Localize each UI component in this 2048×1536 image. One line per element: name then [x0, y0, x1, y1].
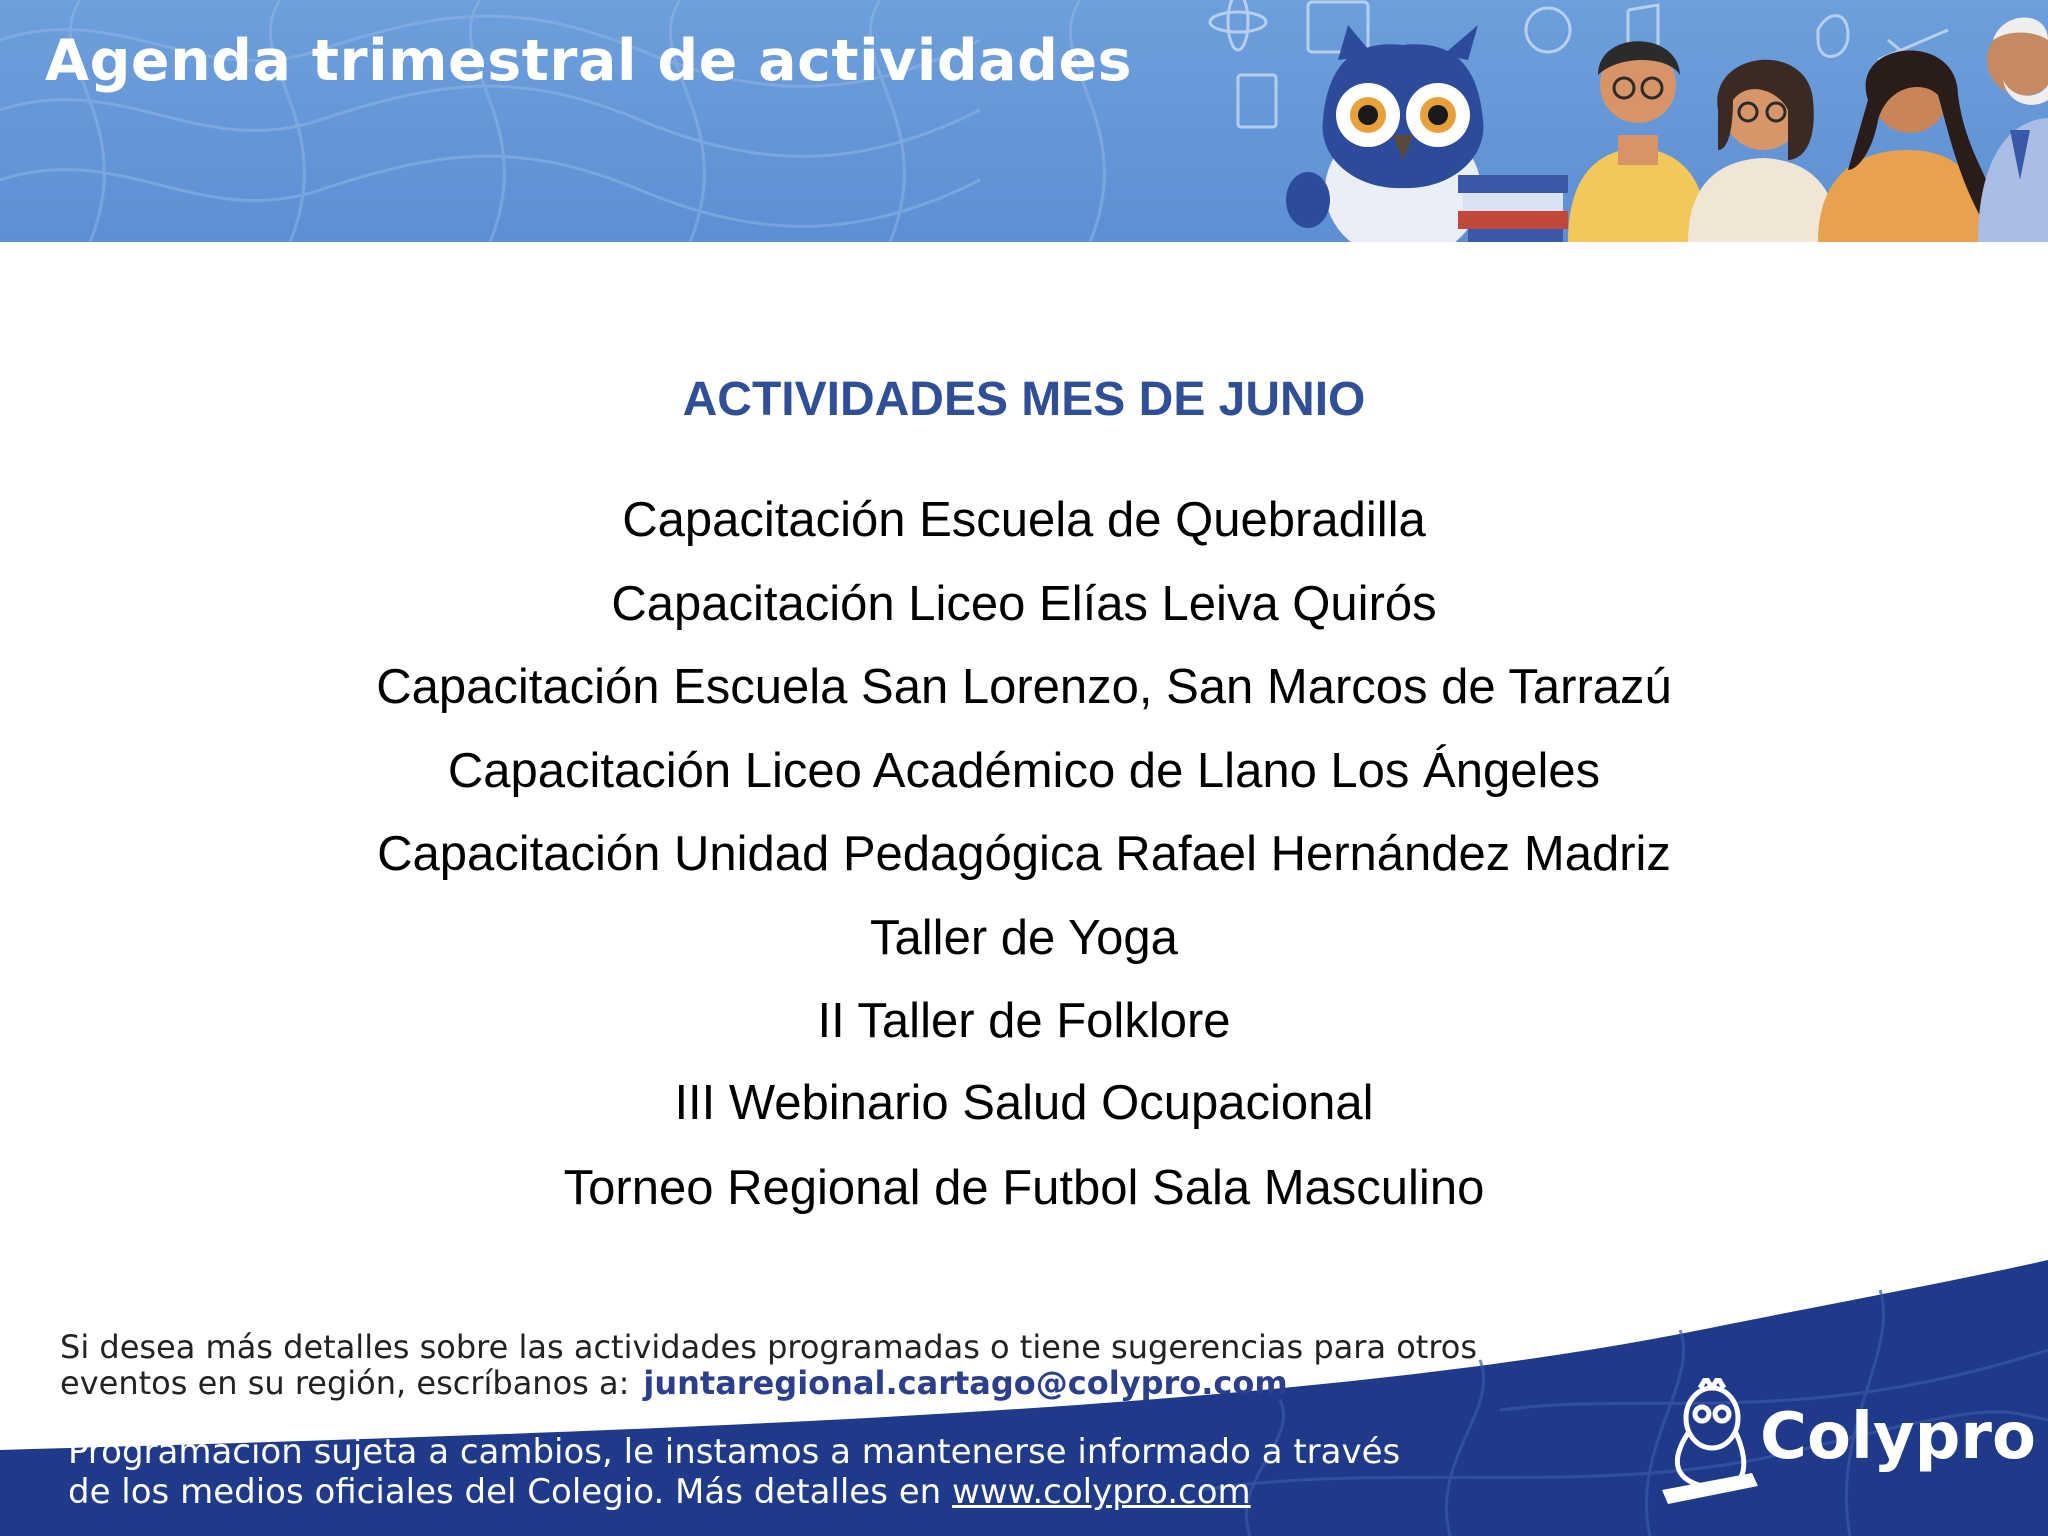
owl-mascot-icon	[1286, 25, 1483, 242]
header-banner	[0, 0, 2048, 242]
header-illustration	[1188, 0, 2048, 242]
activity-item: Torneo Regional de Futbol Sala Masculino	[563, 1161, 1485, 1215]
teachers-illustration	[1568, 18, 2048, 243]
activity-item: Capacitación Unidad Pedagógica Rafael Hernández Madriz	[377, 827, 1671, 881]
activity-item: Capacitación Escuela San Lorenzo, San Marcos de Tarrazú	[376, 660, 1672, 714]
website-link[interactable]: www.colypro.com	[952, 1472, 1251, 1512]
footer-note-line1: Programación sujeta a cambios, le instamos a mantenerse informado a través	[68, 1432, 1401, 1472]
activity-item: Capacitación Liceo Académico de Llano Los Ángeles	[447, 744, 1601, 798]
activity-item: Taller de Yoga	[870, 911, 1178, 965]
contact-text-line2	[60, 1364, 1288, 1402]
owl-logo-icon	[1662, 1378, 1762, 1504]
doodle-icons	[1210, 0, 1948, 127]
footer-note-line2	[68, 1472, 1251, 1512]
logo-text: Colypro	[1760, 1400, 2036, 1474]
activity-item: Capacitación Liceo Elías Leiva Quirós	[611, 577, 1437, 631]
page-title: Agenda trimestral de actividades	[45, 28, 1133, 94]
colypro-logo[interactable]	[1662, 1378, 2036, 1504]
books-icon	[1458, 175, 1568, 242]
footer-note-line2-text: de los medios oficiales del Colegio. Más detalles en	[68, 1472, 942, 1512]
contact-text-line2-label: eventos en su región, escríbanos a:	[60, 1364, 630, 1402]
activity-item: Capacitación Escuela de Quebradilla	[622, 493, 1426, 547]
contact-email-link[interactable]: juntaregional.cartago@colypro.com	[643, 1364, 1288, 1402]
section-heading: ACTIVIDADES MES DE JUNIO	[682, 373, 1366, 426]
contact-text-line1: Si desea más detalles sobre las actividades programadas o tiene sugerencias para otros	[60, 1328, 1478, 1366]
activity-item: III Webinario Salud Ocupacional	[674, 1076, 1374, 1130]
activity-item: II Taller de Folklore	[817, 994, 1231, 1048]
